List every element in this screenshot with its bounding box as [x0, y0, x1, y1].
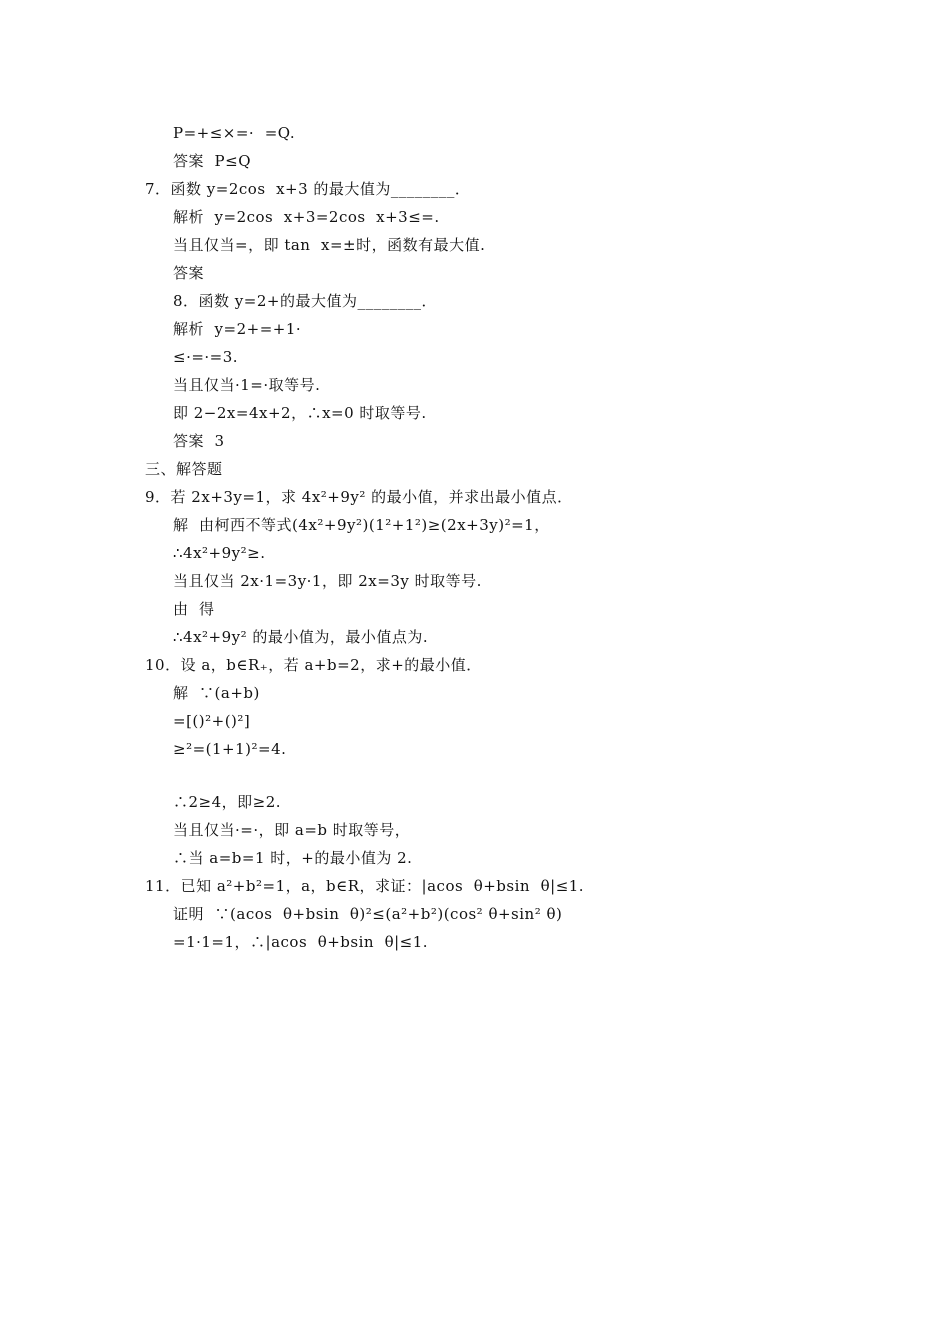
- text-line: 当且仅当·1=·取等号.: [173, 376, 321, 394]
- text-line: ≥²=(1+1)²=4.: [173, 740, 287, 758]
- section-heading: 三、解答题: [145, 460, 223, 478]
- text-line: 即 2−2x=4x+2，∴x=0 时取等号.: [173, 404, 427, 422]
- question-8: 8．函数 y=2+的最大值为________．: [173, 292, 437, 310]
- text-line: 解析 y=2+=+1·: [173, 320, 302, 338]
- text-line: ≤·=·=3.: [173, 348, 239, 366]
- text-line: ∴4x²+9y² 的最小值为，最小值点为.: [173, 628, 429, 646]
- text-line: 证明 ∵(acos θ+bsin θ)²≤(a²+b²)(cos² θ+sin² θ): [173, 905, 563, 923]
- text-line: 由 得: [173, 600, 215, 618]
- text-line: 答案 P≤Q: [173, 152, 251, 170]
- text-line: 当且仅当=，即 tan x=±时，函数有最大值.: [173, 236, 486, 254]
- text-line: ∴2≥4，即≥2.: [173, 793, 282, 811]
- question-7: 7．函数 y=2cos x+3 的最大值为________．: [145, 180, 471, 198]
- question-9: 9．若 2x+3y=1，求 4x²+9y² 的最小值，并求出最小值点．: [145, 488, 573, 506]
- text-line: 解析 y=2cos x+3=2cos x+3≤=.: [173, 208, 440, 226]
- text-line: 答案: [173, 264, 205, 282]
- question-10: 10．设 a，b∈R₊，若 a+b=2，求+的最小值．: [145, 656, 482, 674]
- text-line: ∴当 a=b=1 时，+的最小值为 2.: [173, 849, 413, 867]
- text-line: ∴4x²+9y²≥.: [173, 544, 266, 562]
- text-line: 解 ∵(a+b): [173, 684, 260, 702]
- text-line: 答案 3: [173, 432, 225, 450]
- question-11: 11．已知 a²+b²=1，a，b∈R，求证：|acos θ+bsin θ|≤1.: [145, 877, 585, 895]
- text-line: =1·1=1，∴|acos θ+bsin θ|≤1.: [173, 933, 429, 951]
- text-line: =[()²+()²]: [173, 712, 251, 730]
- text-line: 当且仅当 2x·1=3y·1，即 2x=3y 时取等号.: [173, 572, 482, 590]
- text-line: 当且仅当·=·，即 a=b 时取等号，: [173, 821, 411, 839]
- text-line: P=+≤×=· =Q.: [173, 124, 296, 142]
- text-line: 解 由柯西不等式(4x²+9y²)(1²+1²)≥(2x+3y)²=1，: [173, 516, 550, 534]
